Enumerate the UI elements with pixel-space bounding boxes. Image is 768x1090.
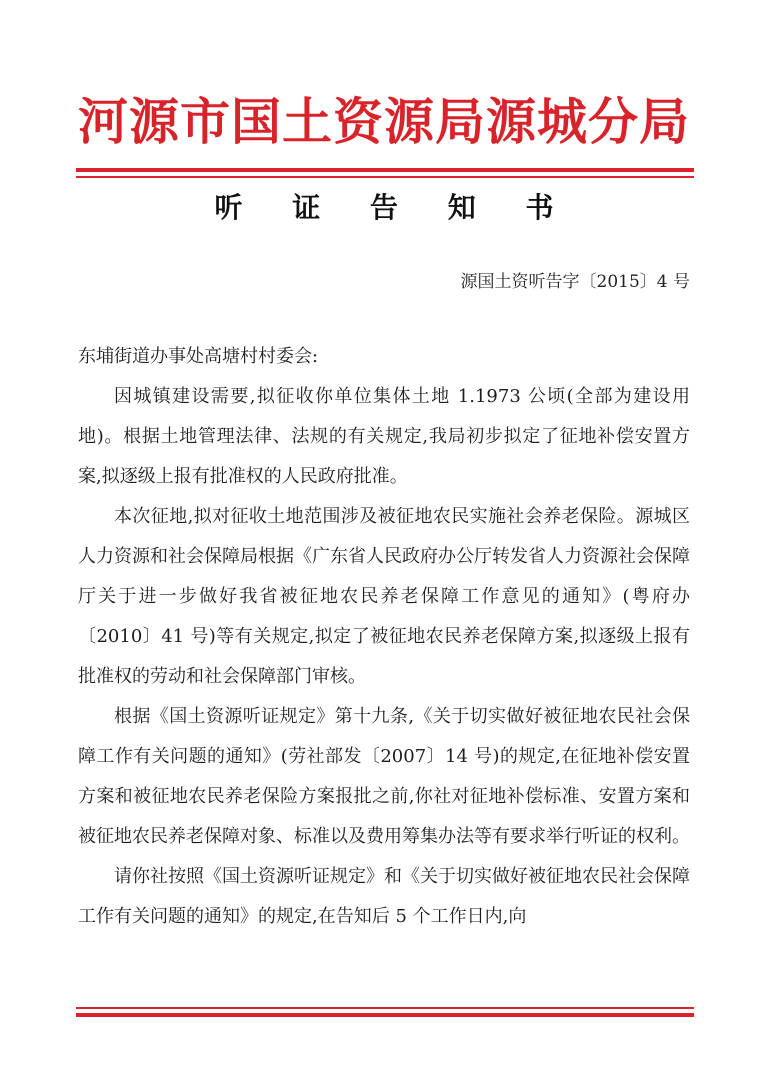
paragraph-2: 本次征地,拟对征收土地范围涉及被征地农民实施社会养老保险。源城区人力资源和社会保障局根据《广东省人民政府办公厅转发省人力资源社会保障厅关于进一步做好我省被征地农民养老保障工作意见的通知》(粤府办〔2010〕41 号)等有关规定,拟定了被征地农民养老保障方案,拟逐级上报有批准权的劳动和社会保障部门审核。 [78,506,690,687]
document-title: 听 证 告 知 书 [214,191,574,224]
document-number: 源国土资听告字〔2015〕4 号 [460,272,690,292]
header-red-rule-thick [76,168,694,172]
paragraph-4: 请你社按照《国土资源听证规定》和《关于切实做好被征地农民社会保障工作有关问题的通知》的规定,在告知后 5 个工作日内,向 [78,866,690,927]
organization-title: 河源市国土资源局源城分局 [78,92,690,151]
document-body [78,337,690,937]
paragraph-3: 根据《国土资源听证规定》第十九条,《关于切实做好被征地农民社会保障工作有关问题的通知》(劳社部发〔2007〕14 号)的规定,在征地补偿安置方案和被征地农民养老保险方案报批之前,你社对征地补偿标准、安置方案和被征地农民养老保障对象、标准以及费用筹集办法等有要求举行听证的权利。 [78,706,690,847]
header-red-rule-thin [76,176,694,178]
footer-red-rule-thin [76,1007,694,1009]
salutation: 东埔街道办事处高塘村村委会: [78,346,319,367]
paragraph-1: 因城镇建设需要,拟征收你单位集体土地 1.1973 公顷(全部为建设用地)。根据土地管理法律、法规的有关规定,我局初步拟定了征地补偿安置方案,拟逐级上报有批准权的人民政府批准。 [78,386,690,487]
footer-red-rule-thick [76,1013,694,1017]
